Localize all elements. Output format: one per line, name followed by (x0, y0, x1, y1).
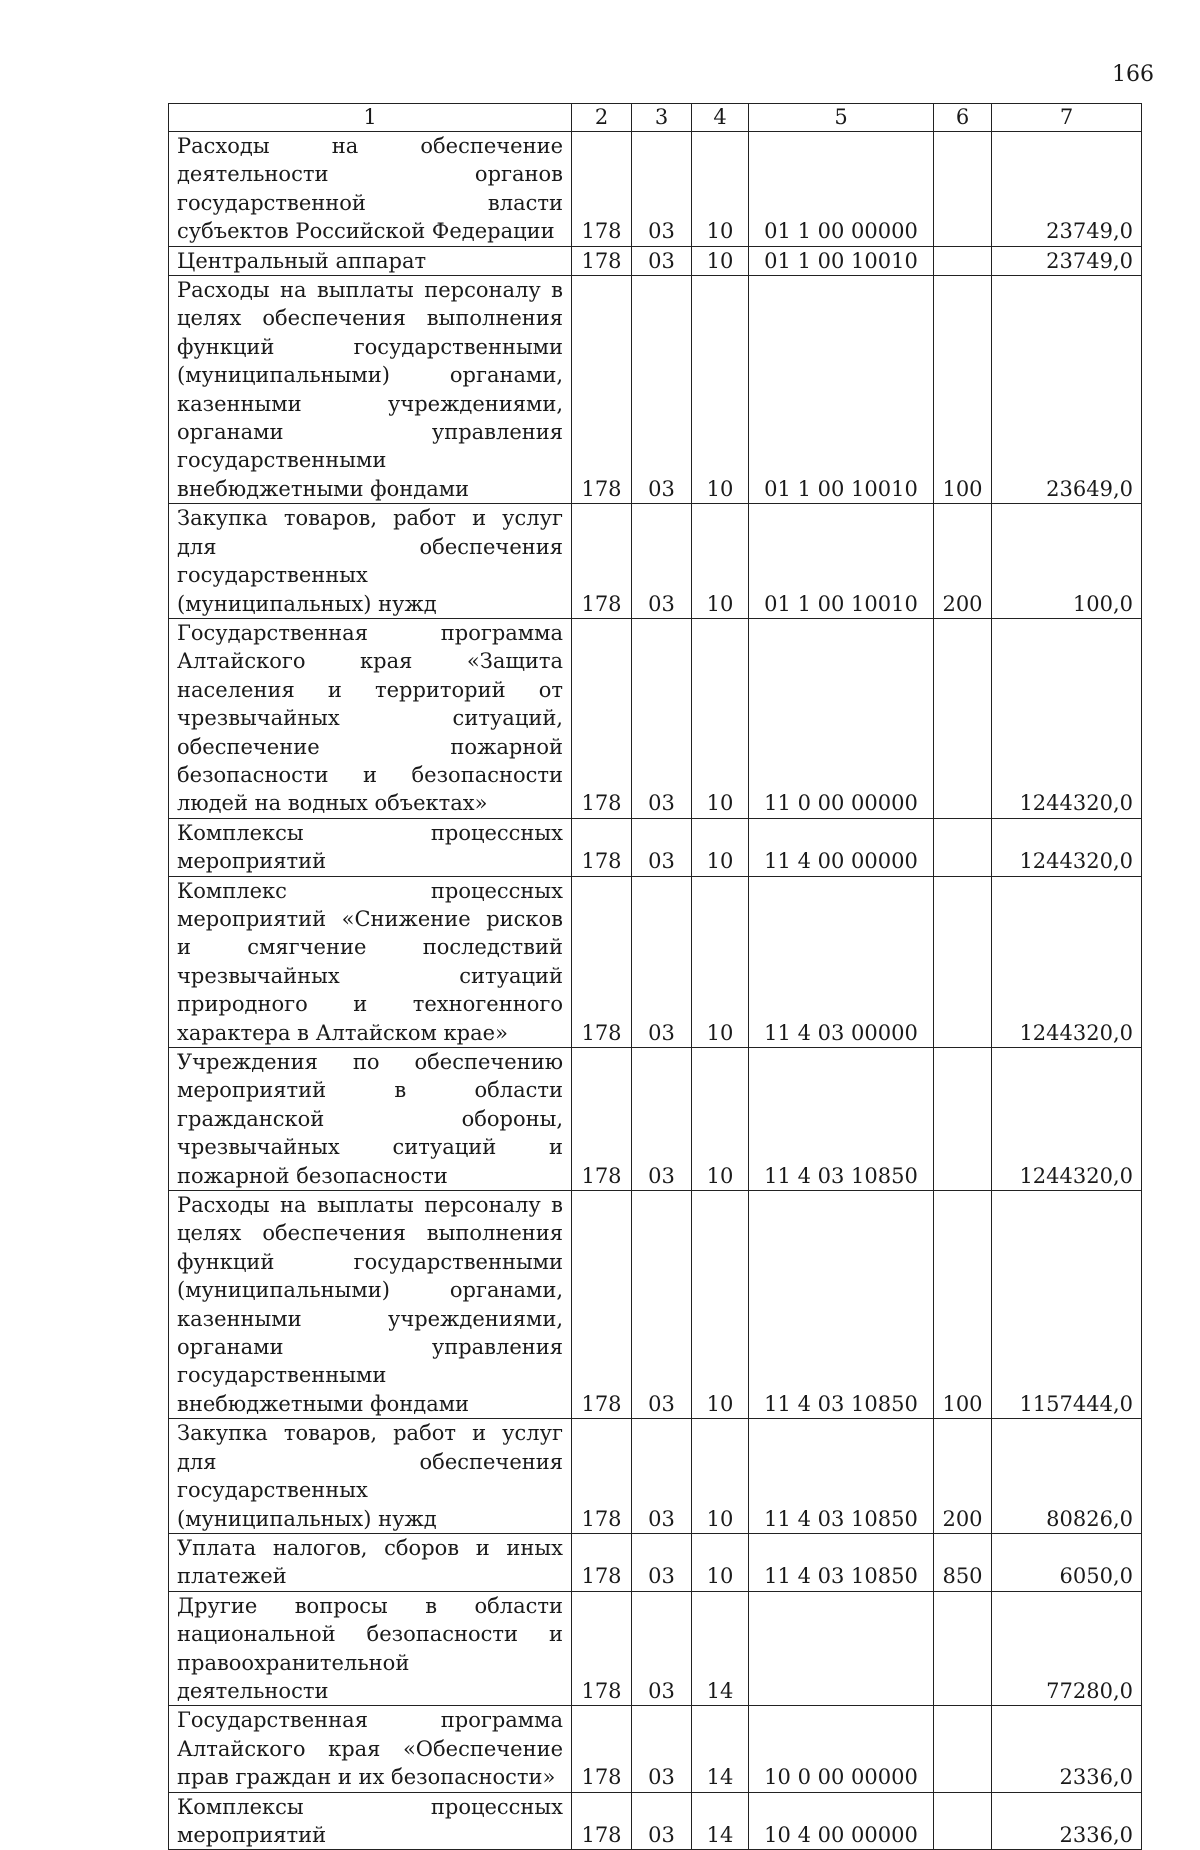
cell-expense-type (934, 132, 992, 247)
row-description: Комплексы процессных мероприятий (169, 1792, 572, 1850)
cell-section: 03 (632, 1533, 692, 1591)
cell-subsection: 10 (692, 246, 749, 275)
cell-amount: 23749,0 (992, 132, 1142, 247)
row-description: Комплексы процессных мероприятий (169, 818, 572, 876)
row-description: Центральный аппарат (169, 246, 572, 275)
cell-admin-code: 178 (572, 1419, 632, 1534)
cell-target-article: 01 1 00 10010 (749, 504, 934, 619)
cell-subsection: 10 (692, 876, 749, 1047)
column-header: 3 (632, 104, 692, 132)
cell-expense-type (934, 618, 992, 818)
table-row (169, 1191, 1142, 1419)
table-row (169, 246, 1142, 275)
cell-expense-type (934, 1591, 992, 1706)
cell-subsection: 14 (692, 1792, 749, 1850)
cell-target-article: 11 4 03 10850 (749, 1533, 934, 1591)
cell-admin-code: 178 (572, 1533, 632, 1591)
table-row (169, 876, 1142, 1047)
cell-subsection: 10 (692, 504, 749, 619)
cell-subsection: 14 (692, 1591, 749, 1706)
row-description: Государственная программа Алтайского края «Обеспечение прав граждан и их безопасности» (169, 1706, 572, 1792)
cell-target-article: 10 0 00 00000 (749, 1706, 934, 1792)
cell-section: 03 (632, 276, 692, 504)
cell-amount: 23749,0 (992, 246, 1142, 275)
cell-amount: 23649,0 (992, 276, 1142, 504)
cell-expense-type: 850 (934, 1533, 992, 1591)
cell-section: 03 (632, 1191, 692, 1419)
cell-subsection: 10 (692, 276, 749, 504)
cell-subsection: 14 (692, 1706, 749, 1792)
cell-admin-code: 178 (572, 132, 632, 247)
row-description: Расходы на обеспечение деятельности органов государственной власти субъектов Российской Федерации (169, 132, 572, 247)
cell-admin-code: 178 (572, 1792, 632, 1850)
table-row (169, 276, 1142, 504)
cell-target-article: 11 4 03 10850 (749, 1191, 934, 1419)
cell-subsection: 10 (692, 818, 749, 876)
cell-amount: 77280,0 (992, 1591, 1142, 1706)
cell-section: 03 (632, 1706, 692, 1792)
cell-subsection: 10 (692, 132, 749, 247)
cell-amount: 1244320,0 (992, 876, 1142, 1047)
cell-amount: 2336,0 (992, 1792, 1142, 1850)
column-header: 5 (749, 104, 934, 132)
cell-target-article: 11 0 00 00000 (749, 618, 934, 818)
cell-target-article: 01 1 00 00000 (749, 132, 934, 247)
cell-section: 03 (632, 1048, 692, 1191)
page-number: 166 (1112, 62, 1154, 87)
cell-admin-code: 178 (572, 618, 632, 818)
row-description: Расходы на выплаты персоналу в целях обеспечения выполнения функций государственными (муниципальными) органами, казенными учреждениями, органами управления государственными внебюджетными фондами (169, 276, 572, 504)
table-row (169, 1706, 1142, 1792)
cell-target-article: 11 4 00 00000 (749, 818, 934, 876)
cell-target-article: 01 1 00 10010 (749, 276, 934, 504)
cell-admin-code: 178 (572, 1048, 632, 1191)
cell-section: 03 (632, 1419, 692, 1534)
table-row (169, 1419, 1142, 1534)
cell-subsection: 10 (692, 618, 749, 818)
header-row (169, 104, 1142, 132)
cell-amount: 1244320,0 (992, 1048, 1142, 1191)
row-description: Комплекс процессных мероприятий «Снижение рисков и смягчение последствий чрезвычайных ситуаций природного и техногенного характера в Алтайском крае» (169, 876, 572, 1047)
column-header: 1 (169, 104, 572, 132)
cell-subsection: 10 (692, 1048, 749, 1191)
cell-expense-type: 200 (934, 1419, 992, 1534)
cell-amount: 100,0 (992, 504, 1142, 619)
cell-subsection: 10 (692, 1419, 749, 1534)
cell-admin-code: 178 (572, 276, 632, 504)
table-row (169, 504, 1142, 619)
cell-target-article: 11 4 03 10850 (749, 1419, 934, 1534)
table-row (169, 1533, 1142, 1591)
column-header: 2 (572, 104, 632, 132)
cell-expense-type: 100 (934, 1191, 992, 1419)
row-description: Закупка товаров, работ и услуг для обеспечения государственных (муниципальных) нужд (169, 504, 572, 619)
row-description: Другие вопросы в области национальной безопасности и правоохранительной деятельности (169, 1591, 572, 1706)
cell-amount: 6050,0 (992, 1533, 1142, 1591)
cell-admin-code: 178 (572, 504, 632, 619)
cell-amount: 80826,0 (992, 1419, 1142, 1534)
table-row (169, 618, 1142, 818)
cell-admin-code: 178 (572, 876, 632, 1047)
table-row (169, 1591, 1142, 1706)
cell-admin-code: 178 (572, 1591, 632, 1706)
cell-admin-code: 178 (572, 246, 632, 275)
cell-section: 03 (632, 876, 692, 1047)
cell-amount: 1157444,0 (992, 1191, 1142, 1419)
cell-section: 03 (632, 246, 692, 275)
column-header: 7 (992, 104, 1142, 132)
cell-expense-type (934, 1706, 992, 1792)
cell-section: 03 (632, 132, 692, 247)
cell-target-article: 11 4 03 10850 (749, 1048, 934, 1191)
cell-section: 03 (632, 818, 692, 876)
cell-section: 03 (632, 618, 692, 818)
column-header: 4 (692, 104, 749, 132)
row-description: Уплата налогов, сборов и иных платежей (169, 1533, 572, 1591)
table-row (169, 818, 1142, 876)
cell-expense-type (934, 818, 992, 876)
row-description: Закупка товаров, работ и услуг для обеспечения государственных (муниципальных) нужд (169, 1419, 572, 1534)
cell-subsection: 10 (692, 1191, 749, 1419)
cell-expense-type (934, 246, 992, 275)
cell-amount: 1244320,0 (992, 618, 1142, 818)
column-header: 6 (934, 104, 992, 132)
table-row (169, 132, 1142, 247)
cell-expense-type (934, 1048, 992, 1191)
cell-expense-type (934, 1792, 992, 1850)
row-description: Расходы на выплаты персоналу в целях обеспечения выполнения функций государственными (муниципальными) органами, казенными учреждениями, органами управления государственными внебюджетными фондами (169, 1191, 572, 1419)
cell-admin-code: 178 (572, 818, 632, 876)
cell-target-article (749, 1591, 934, 1706)
cell-target-article: 11 4 03 00000 (749, 876, 934, 1047)
row-description: Учреждения по обеспечению мероприятий в области гражданской обороны, чрезвычайных ситуаций и пожарной безопасности (169, 1048, 572, 1191)
cell-section: 03 (632, 1591, 692, 1706)
table-row (169, 1048, 1142, 1191)
cell-subsection: 10 (692, 1533, 749, 1591)
table-row (169, 1792, 1142, 1850)
cell-section: 03 (632, 504, 692, 619)
cell-expense-type (934, 876, 992, 1047)
cell-section: 03 (632, 1792, 692, 1850)
cell-expense-type: 100 (934, 276, 992, 504)
cell-amount: 2336,0 (992, 1706, 1142, 1792)
cell-expense-type: 200 (934, 504, 992, 619)
cell-admin-code: 178 (572, 1191, 632, 1419)
cell-target-article: 10 4 00 00000 (749, 1792, 934, 1850)
cell-amount: 1244320,0 (992, 818, 1142, 876)
row-description: Государственная программа Алтайского края «Защита населения и территорий от чрезвычайных ситуаций, обеспечение пожарной безопасности и безопасности людей на водных объектах» (169, 618, 572, 818)
budget-table (168, 103, 1142, 1850)
cell-admin-code: 178 (572, 1706, 632, 1792)
cell-target-article: 01 1 00 10010 (749, 246, 934, 275)
